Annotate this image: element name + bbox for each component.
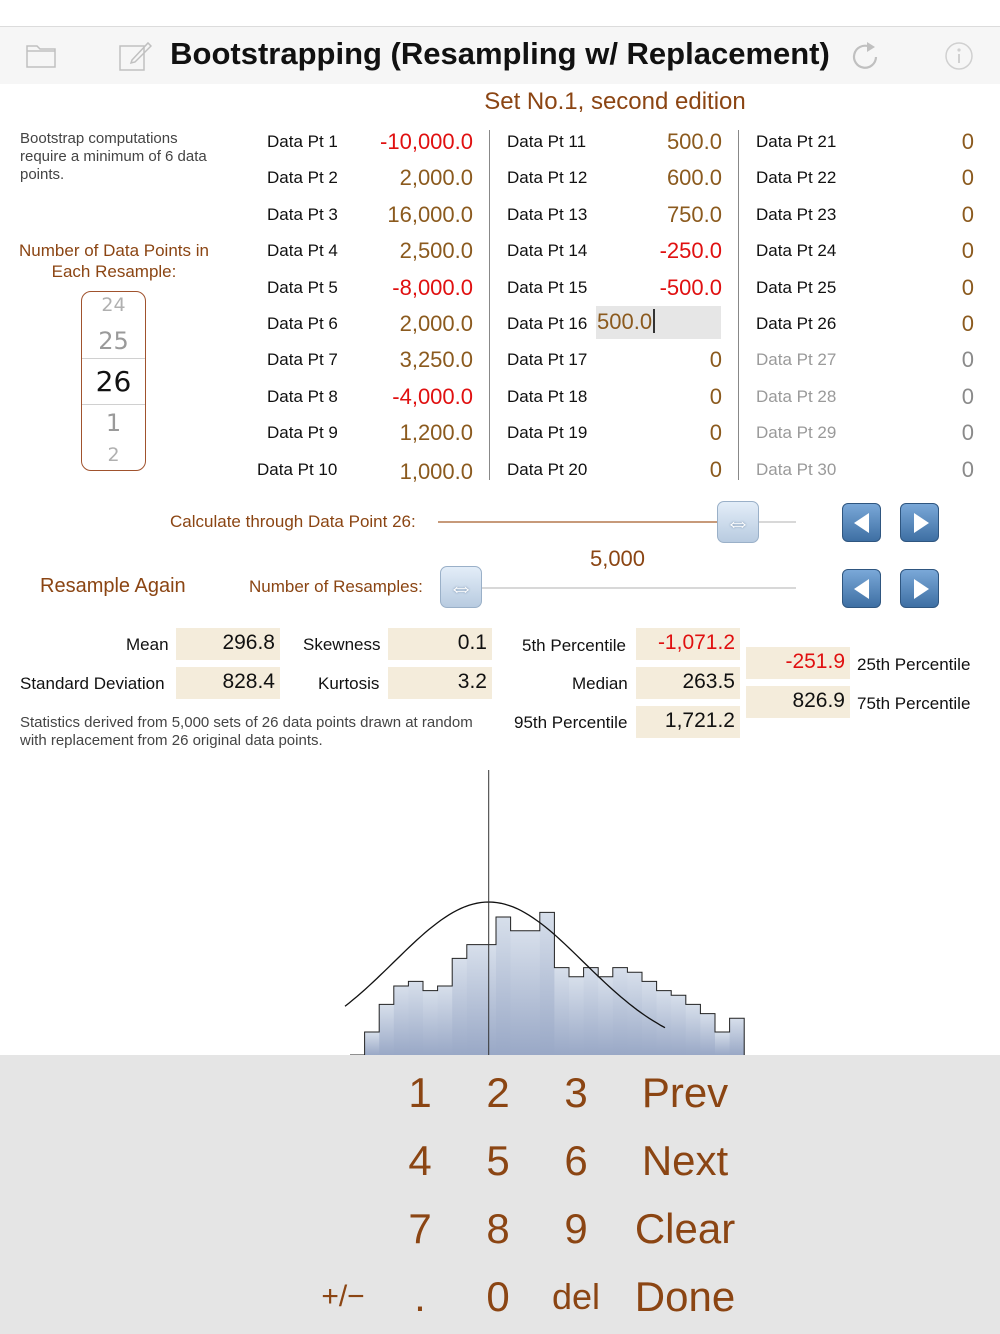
- data-point-label: Data Pt 9: [267, 423, 338, 443]
- histogram-bar: [730, 1018, 745, 1055]
- data-point-label: Data Pt 25: [756, 277, 837, 297]
- histogram-bar: [671, 995, 686, 1055]
- histogram-bar: [569, 977, 584, 1055]
- left-arrow-icon: [854, 579, 869, 599]
- data-point-label: Data Pt 22: [756, 168, 837, 188]
- median-label: Median: [572, 674, 628, 693]
- data-point-label: Data Pt 27: [756, 350, 837, 370]
- picker-option[interactable]: 2: [107, 444, 120, 466]
- data-point-value[interactable]: 0: [961, 347, 974, 373]
- histogram-bar: [365, 1032, 380, 1055]
- folder-icon[interactable]: [26, 42, 56, 73]
- data-point-label: Data Pt 29: [756, 423, 837, 443]
- resample-again-button[interactable]: Resample Again: [40, 575, 186, 597]
- data-point-label: Data Pt 2: [267, 168, 338, 188]
- data-point-label: Data Pt 17: [507, 350, 588, 370]
- histogram-bar: [686, 1004, 701, 1055]
- histogram-bar: [584, 968, 599, 1055]
- resamples-prev-button[interactable]: [842, 569, 881, 608]
- points-per-resample-label: Number of Data Points in Each Resample:: [19, 241, 209, 281]
- histogram-bar: [467, 945, 482, 1055]
- skewness-label: Skewness: [303, 635, 381, 654]
- statistics-note: Statistics derived from 5,000 sets of 26 data points drawn at random with replacement from 26 original data points.: [20, 714, 473, 749]
- data-point-label: Data Pt 16: [507, 314, 588, 333]
- data-point-value[interactable]: 0: [961, 383, 974, 409]
- left-arrow-icon: [854, 513, 869, 533]
- done-key[interactable]: Done: [634, 1273, 736, 1320]
- data-point-label: Data Pt 6: [267, 314, 338, 333]
- p5-value: -1,071.2: [636, 628, 740, 660]
- data-point-value[interactable]: 0: [961, 201, 974, 227]
- picker-divider: [82, 404, 145, 405]
- set-name[interactable]: Set No.1, second edition: [484, 88, 746, 115]
- data-point-value[interactable]: 2,000.0: [399, 311, 473, 336]
- data-point-value[interactable]: -8,000.0: [392, 274, 473, 300]
- data-point-label: Data Pt 12: [507, 168, 588, 188]
- data-point-value[interactable]: 3,250.0: [399, 347, 473, 373]
- skewness-value: 0.1: [388, 628, 492, 660]
- data-point-label: Data Pt 5: [267, 277, 338, 297]
- data-point-value[interactable]: -250.0: [659, 238, 722, 264]
- key-0[interactable]: 0: [486, 1273, 510, 1320]
- p5-label: 5th Percentile: [522, 636, 626, 655]
- resamples-label: Number of Resamples:: [249, 577, 423, 596]
- page-title: Bootstrapping (Resampling w/ Replacement): [170, 36, 830, 71]
- histogram-bar: [408, 981, 423, 1055]
- histogram-bar: [452, 958, 467, 1055]
- numeric-keypad: [0, 1055, 1000, 1334]
- calc-slider-thumb[interactable]: ⇔: [717, 501, 759, 543]
- data-point-value[interactable]: 1,200.0: [399, 420, 473, 446]
- picker-divider: [82, 358, 145, 359]
- histogram-bar: [394, 986, 409, 1055]
- data-point-value[interactable]: 0: [961, 456, 974, 482]
- calc-through-label: Calculate through Data Point 26:: [170, 512, 416, 531]
- data-point-label: Data Pt 11: [507, 132, 587, 151]
- histogram-bar: [715, 1032, 730, 1055]
- histogram-bar: [700, 1014, 715, 1055]
- mean-value: 296.8: [176, 628, 280, 660]
- data-point-input[interactable]: [596, 306, 721, 339]
- key-6[interactable]: 6: [564, 1137, 588, 1184]
- refresh-icon[interactable]: [850, 40, 882, 77]
- data-point-value[interactable]: -4,000.0: [392, 383, 473, 409]
- data-point-value[interactable]: 600.0: [666, 165, 722, 191]
- key-9[interactable]: 9: [564, 1205, 588, 1252]
- data-point-value[interactable]: 750.0: [666, 201, 722, 227]
- data-point-label: Data Pt 19: [507, 423, 588, 443]
- data-point-value[interactable]: 1,000.0: [399, 458, 473, 484]
- p75-label: 75th Percentile: [857, 694, 971, 713]
- key-5[interactable]: 5: [486, 1137, 510, 1184]
- edit-icon[interactable]: [118, 40, 152, 77]
- p75-value: 826.9: [746, 686, 850, 718]
- key-8[interactable]: 8: [486, 1205, 510, 1252]
- data-point-label: Data Pt 18: [507, 386, 588, 406]
- p95-value: 1,721.2: [636, 706, 740, 738]
- data-point-value[interactable]: 0: [961, 238, 974, 264]
- histogram-bar: [554, 968, 569, 1055]
- text-cursor: [653, 309, 655, 333]
- data-point-label: Data Pt 23: [756, 204, 837, 224]
- data-point-value[interactable]: -500.0: [659, 274, 722, 300]
- data-point-value[interactable]: 0: [961, 420, 974, 446]
- prev-key[interactable]: Prev: [641, 1069, 729, 1116]
- calc-next-button[interactable]: [900, 503, 939, 542]
- key-1[interactable]: 1: [408, 1069, 432, 1116]
- data-point-label: Data Pt 4: [267, 241, 338, 261]
- sd-label: Standard Deviation: [20, 674, 165, 693]
- resamples-slider-thumb[interactable]: ⇔: [440, 566, 482, 608]
- data-point-input-text: 500.0: [597, 309, 653, 334]
- right-arrow-icon: [914, 513, 929, 533]
- minimum-note: Bootstrap computations require a minimum of 6 data points.: [20, 130, 207, 183]
- data-point-label: Data Pt 30: [756, 459, 837, 479]
- key-2[interactable]: 2: [486, 1069, 510, 1116]
- data-point-value[interactable]: 0: [961, 274, 974, 300]
- data-point-value[interactable]: 0: [709, 420, 722, 446]
- histogram-bar: [511, 931, 526, 1055]
- data-point-value[interactable]: 0: [961, 129, 974, 154]
- kurtosis-value: 3.2: [388, 667, 492, 699]
- data-point-label: Data Pt 26: [756, 314, 837, 333]
- data-point-label: Data Pt 1: [267, 132, 338, 151]
- clear-key[interactable]: Clear: [634, 1205, 736, 1252]
- picker-option[interactable]: 24: [101, 294, 126, 316]
- data-point-label: Data Pt 10: [257, 459, 338, 479]
- histogram-bar: [525, 931, 540, 1055]
- histogram-bar: [496, 917, 511, 1055]
- resample-count: 5,000: [589, 546, 646, 571]
- calc-prev-button[interactable]: [842, 503, 881, 542]
- picker-option[interactable]: 25: [98, 327, 129, 355]
- key-4[interactable]: 4: [408, 1137, 432, 1184]
- histogram-bar: [438, 986, 453, 1055]
- calc-slider-fill: [438, 521, 738, 523]
- median-value: 263.5: [636, 667, 740, 699]
- picker-option[interactable]: 1: [105, 409, 122, 437]
- p25-label: 25th Percentile: [857, 655, 971, 674]
- p95-label: 95th Percentile: [514, 713, 628, 732]
- histogram-bar: [379, 1004, 394, 1055]
- column-separator: [738, 130, 739, 480]
- data-point-label: Data Pt 20: [507, 459, 588, 479]
- histogram-bar: [657, 991, 672, 1055]
- data-point-label: Data Pt 8: [267, 386, 338, 406]
- data-point-label: Data Pt 21: [756, 132, 837, 151]
- next-key[interactable]: Next: [641, 1137, 729, 1184]
- data-point-label: Data Pt 24: [756, 241, 837, 261]
- data-point-value[interactable]: 0: [709, 456, 722, 482]
- delete-key[interactable]: del: [551, 1276, 601, 1317]
- histogram-bar: [613, 968, 628, 1055]
- bootstrap-histogram: [0, 765, 1000, 1055]
- decimal-key[interactable]: .: [414, 1273, 426, 1320]
- data-point-value[interactable]: 0: [961, 165, 974, 191]
- column-separator: [489, 130, 490, 480]
- data-point-value[interactable]: 500.0: [666, 129, 722, 154]
- data-point-label: Data Pt 7: [267, 350, 338, 370]
- data-point-label: Data Pt 28: [756, 386, 837, 406]
- data-point-label: Data Pt 14: [507, 241, 588, 261]
- data-point-value[interactable]: 0: [961, 311, 974, 336]
- data-point-value[interactable]: 2,500.0: [399, 238, 473, 264]
- info-icon[interactable]: [944, 41, 974, 76]
- data-point-value[interactable]: 16,000.0: [387, 201, 473, 227]
- resamples-next-button[interactable]: [900, 569, 939, 608]
- p25-value: -251.9: [746, 647, 850, 679]
- sd-value: 828.4: [176, 667, 280, 699]
- data-point-value[interactable]: 0: [709, 383, 722, 409]
- key-3[interactable]: 3: [564, 1069, 588, 1116]
- kurtosis-label: Kurtosis: [318, 674, 380, 693]
- key-7[interactable]: 7: [408, 1205, 432, 1252]
- resamples-slider-track[interactable]: [440, 587, 796, 589]
- histogram-bar: [423, 991, 438, 1055]
- sign-toggle-key[interactable]: +/−: [321, 1280, 365, 1313]
- data-point-label: Data Pt 3: [267, 204, 338, 224]
- picker-selected[interactable]: 26: [95, 365, 132, 398]
- data-point-label: Data Pt 13: [507, 204, 588, 224]
- points-picker[interactable]: [81, 291, 146, 471]
- data-point-value[interactable]: 0: [709, 347, 722, 373]
- data-point-label: Data Pt 15: [507, 277, 588, 297]
- mean-label: Mean: [126, 635, 169, 654]
- histogram-bar: [627, 972, 642, 1055]
- data-point-value[interactable]: 2,000.0: [399, 165, 473, 191]
- right-arrow-icon: [914, 579, 929, 599]
- data-point-value[interactable]: -10,000.0: [380, 129, 473, 154]
